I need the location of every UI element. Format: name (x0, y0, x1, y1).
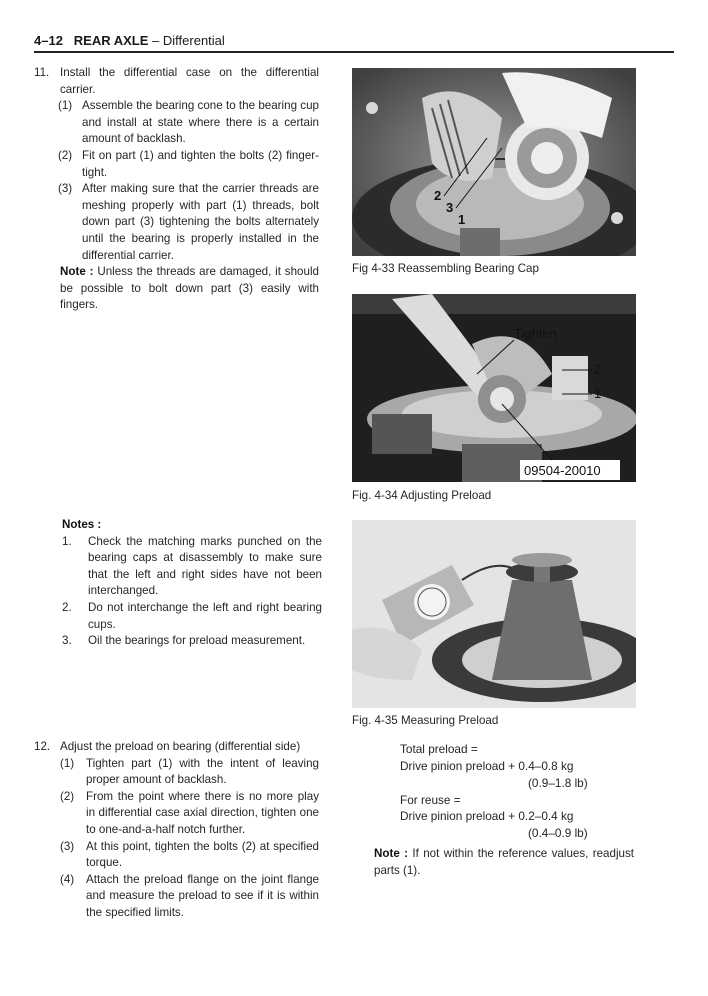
preload-total-line: Total preload = (400, 742, 478, 756)
step-12-number: 12. (34, 740, 51, 753)
notes-item-1 (62, 534, 322, 600)
step-11-item-3 (34, 181, 319, 264)
item-text: Attach the preload flange on the joint flange and measure the preload to see if it is within the specified limits. (86, 872, 319, 919)
item-number: (2) (60, 789, 75, 803)
note-text: Unless the threads are damaged, it should be possible to bolt down part (3) easily with fingers. (60, 265, 319, 312)
header-rule (34, 51, 674, 53)
note-label: Note : (374, 847, 409, 860)
fig-4-34-photo (352, 294, 636, 482)
notes-title: Notes : (62, 518, 102, 531)
item-number: (2) (58, 148, 73, 162)
fig-33-label-2: 2 (434, 188, 442, 203)
fig-33-label-3: 3 (446, 200, 454, 215)
notes-item-3 (62, 633, 322, 650)
step-12-item-2 (34, 789, 319, 839)
step-11-item-2 (34, 148, 319, 181)
step-12-lead (34, 739, 319, 756)
step-12 (34, 739, 319, 922)
step-12-item-3 (34, 839, 319, 872)
preload-reuse-lb: (0.4–0.9 lb) (528, 826, 588, 840)
item-text: After making sure that the carrier threads are meshing properly with part (1) threads, bolt down part (3) tightening the bolts alternately until the bearing is properly installed in the differential carrier. (82, 182, 319, 262)
item-number: (4) (60, 872, 75, 886)
step-11 (34, 65, 319, 314)
step-12-item-4 (34, 872, 319, 922)
item-number: (1) (60, 756, 75, 770)
item-text: Assemble the bearing cone to the bearing cup and install at state where there is a certain amount of backlash. (82, 99, 319, 146)
preload-reuse-drive-line: Drive pinion preload + 0.2–0.4 kg (400, 809, 574, 823)
step-12-text: Adjust the preload on bearing (differential side) (60, 740, 301, 753)
note-text: If not within the reference values, readjust parts (1). (374, 847, 634, 877)
preload-drive-line: Drive pinion preload + 0.4–0.8 kg (400, 759, 574, 773)
item-number: 3. (62, 634, 72, 648)
fig-34-label-2: 2 (594, 362, 602, 377)
fig-34-tighten-label: Tighten (514, 326, 557, 341)
item-number: (3) (58, 182, 73, 196)
item-text: From the point where there is no more play in differential case axial direction, tighten one to one-and-a-half notch further. (86, 789, 319, 836)
step-11-note (34, 264, 319, 314)
fig-33-label-1: 1 (458, 212, 466, 227)
preload-drive-lb: (0.9–1.8 lb) (528, 776, 588, 790)
fig-4-33-photo (352, 68, 636, 256)
item-text: Oil the bearings for preload measurement. (88, 634, 306, 648)
step-12-item-1 (34, 756, 319, 789)
item-text: At this point, tighten the bolts (2) at specified torque. (86, 839, 319, 870)
fig-34-label-1: 1 (594, 386, 602, 401)
fig-4-34-caption: Fig. 4-34 Adjusting Preload (352, 489, 492, 502)
notes-block (62, 517, 322, 650)
item-number: (3) (60, 839, 75, 853)
fig-34-tool-number: 09504-20010 (524, 463, 601, 478)
item-number: 1. (62, 534, 72, 548)
preload-reuse-line: For reuse = (400, 793, 461, 807)
fig-4-35-photo (352, 520, 636, 708)
step-11-number: 11. (34, 66, 50, 79)
preload-note (374, 846, 634, 879)
fig-4-35-caption: Fig. 4-35 Measuring Preload (352, 714, 499, 727)
item-text: Do not interchange the left and right bearing cups. (88, 600, 322, 631)
item-number: 2. (62, 600, 72, 614)
page-header (34, 33, 225, 48)
item-text: Tighten part (1) with the intent of leaving proper amount of backlash. (86, 756, 319, 787)
header-dash: – (152, 33, 160, 48)
chapter-title: REAR AXLE (73, 33, 149, 48)
item-text: Check the matching marks punched on the bearing caps at disassembly to make sure that the left and right sides have not been interchanged. (88, 534, 322, 598)
item-text: Fit on part (1) and tighten the bolts (2) finger-tight. (82, 148, 319, 179)
item-number: (1) (58, 99, 73, 113)
step-11-item-1 (34, 98, 319, 148)
notes-item-2 (62, 600, 322, 633)
step-11-lead (34, 65, 319, 98)
fig-4-33-caption: Fig 4-33 Reassembling Bearing Cap (352, 262, 539, 275)
step-11-text: Install the differential case on the differential carrier. (60, 66, 319, 96)
section-title: Differential (162, 33, 225, 48)
page-number: 4–12 (34, 33, 63, 48)
note-label: Note : (60, 265, 94, 279)
